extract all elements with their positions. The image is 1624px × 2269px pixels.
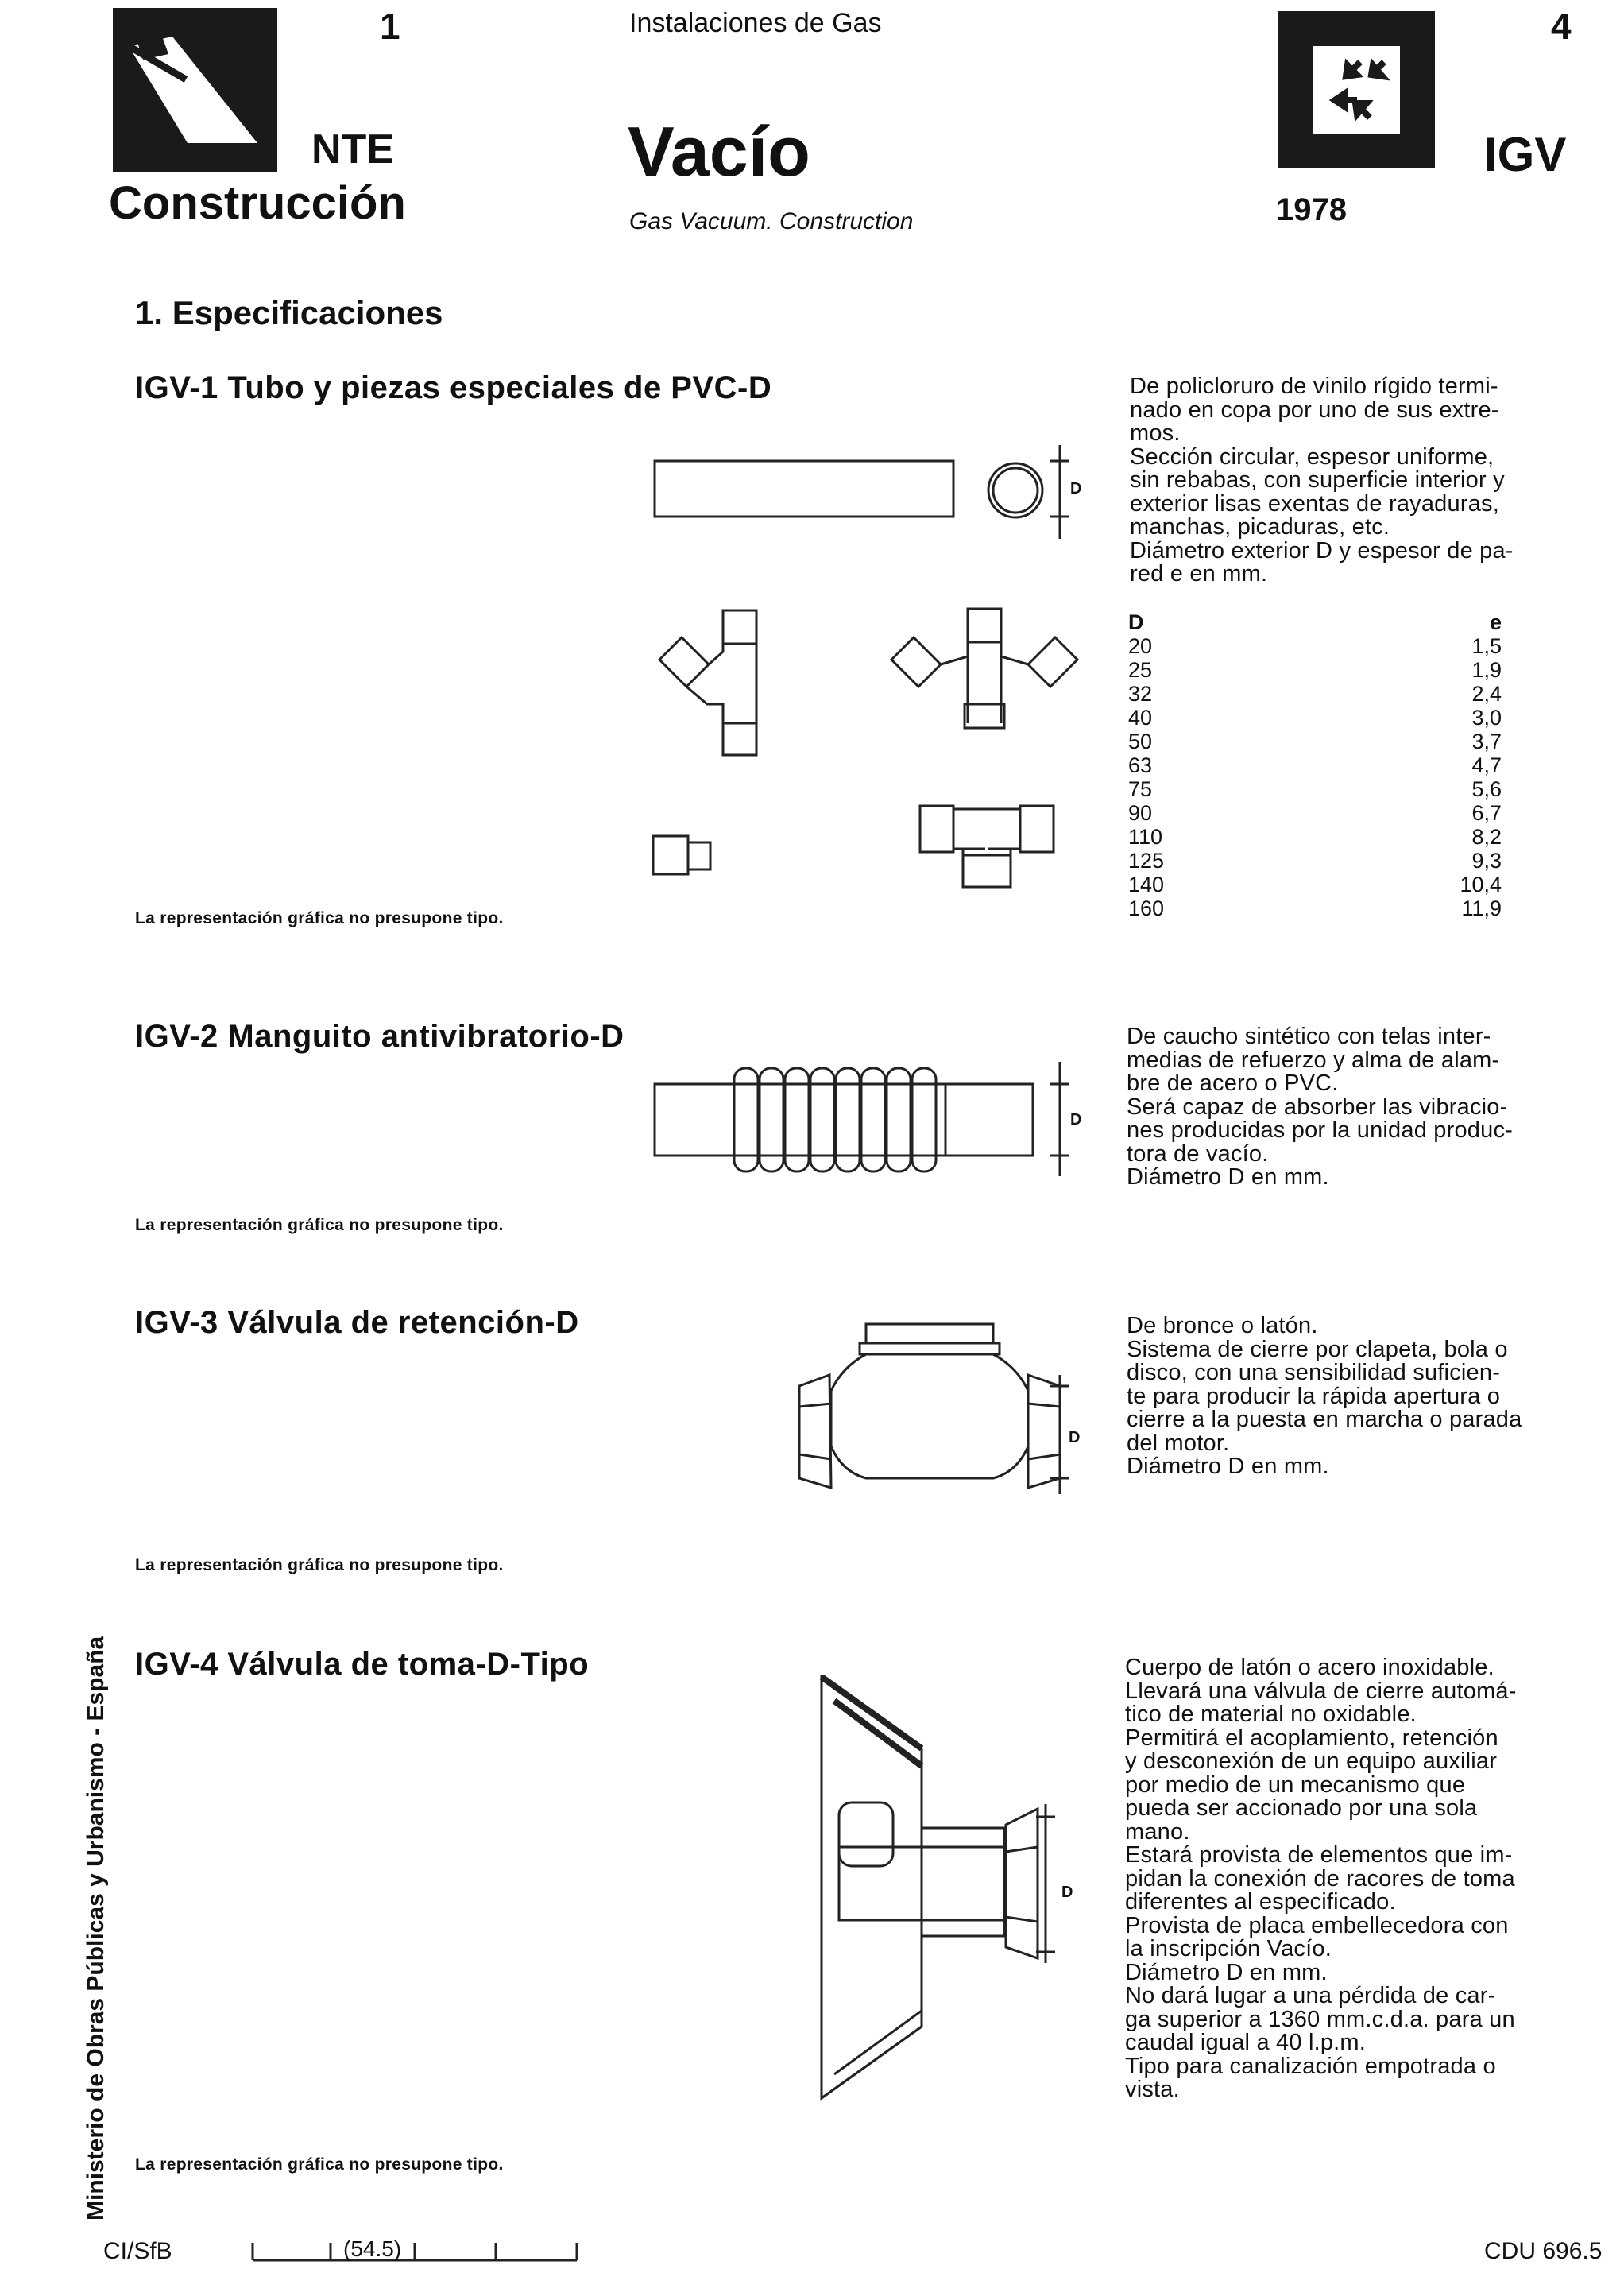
page-left-number: 1 xyxy=(380,6,400,47)
page-subtitle: Gas Vacuum. Construction xyxy=(629,208,914,234)
item-description-igv1: De policloruro de vinilo rígido termi- nado en copa por uno de sus extre- mos. Sección circular, espesor uniforme, sin rebabas, con superficie interior y exterior lisas exentas de rayaduras, manchas, picaduras, etc. Diámetro exterior D y espesor de pa- red e en mm. xyxy=(1130,374,1514,587)
table-row: 110 8,2 xyxy=(1128,825,1502,849)
pvc-pipe-drawing xyxy=(636,421,1081,866)
igv-logo xyxy=(1278,11,1435,168)
table-row: 50 3,7 xyxy=(1128,730,1502,753)
item-title-igv3: IGV-3 Válvula de retención-D xyxy=(135,1305,579,1340)
dimension-table xyxy=(1128,610,1502,920)
item-title-igv1: IGV-1 Tubo y piezas especiales de PVC-D xyxy=(135,370,772,405)
table-row: 32 2,4 xyxy=(1128,682,1502,706)
nte-logo xyxy=(113,8,277,172)
cisfb-code-box xyxy=(251,2235,578,2262)
code-igv: IGV xyxy=(1484,128,1567,181)
page-title: Vacío xyxy=(628,112,810,191)
brand-construction: Construcción xyxy=(109,177,406,229)
check-valve-drawing xyxy=(787,1319,1088,1502)
table-row: 40 3,0 xyxy=(1128,706,1502,730)
table-row: 160 11,9 xyxy=(1128,896,1502,920)
item-description-igv2: De caucho sintético con telas inter- medias de refuerzo y alma de alam- bre de acero o PVC. Será capaz de absorber las vibracio- nes producidas por la unidad produc- tora de vacío. Diámetro D en mm. xyxy=(1127,1024,1514,1190)
antivibration-sleeve-drawing xyxy=(636,1057,1081,1176)
item-description-igv4: Cuerpo de latón o acero inoxidable. Llevará una válvula de cierre automá- tico de material no oxidable. Permitirá el acoplamiento, retención y desconexión de un equipo auxiliar por medio de un mecanismo que pueda ser accionado por una sola mano. Estará provista de elementos que im- pidan la conexión de racores de toma diferentes al especificado. Provista de placa embellecedora con la inscripción Vacío. Diámetro D en mm. No dará lugar a una pérdida de car- ga superior a 1360 mm.c.d.a. para un caudal igual a 40 l.p.m. Tipo para canalización empotrada o vista. xyxy=(1125,1655,1517,2102)
dim-label-igv2: D xyxy=(1070,1111,1082,1129)
category-label: Instalaciones de Gas xyxy=(629,8,882,38)
year: 1978 xyxy=(1276,192,1347,227)
table-row: 63 4,7 xyxy=(1128,753,1502,777)
item-note-igv4: La representación gráfica no presupone tipo. xyxy=(135,2155,504,2174)
item-note-igv1: La representación gráfica no presupone tipo. xyxy=(135,909,504,927)
item-title-igv4: IGV-4 Válvula de toma-D-Tipo xyxy=(135,1647,590,1682)
cisfb-code: (54.5) xyxy=(343,2236,402,2261)
converging-arrows-icon xyxy=(1278,11,1435,168)
section-heading: 1. Especificaciones xyxy=(135,294,443,331)
brand-nte: NTE xyxy=(311,126,394,172)
table-header: D e xyxy=(1128,610,1502,634)
table-row: 25 1,9 xyxy=(1128,658,1502,682)
table-row: 75 5,6 xyxy=(1128,777,1502,801)
item-title-igv2: IGV-2 Manguito antivibratorio-D xyxy=(135,1019,624,1054)
trowel-icon xyxy=(113,8,277,172)
table-row: 90 6,7 xyxy=(1128,801,1502,825)
table-row: 20 1,5 xyxy=(1128,634,1502,658)
cisfb-boxes xyxy=(251,2235,578,2262)
dim-label-igv1: D xyxy=(1070,480,1082,498)
cisfb-label: CI/SfB xyxy=(103,2238,172,2264)
item-description-igv3: De bronce o latón. Sistema de cierre por clapeta, bola o disco, con una sensibilidad suficien- te para producir la rápida apertura o cierre a la puesta en marcha o parada del motor. Diámetro D en mm. xyxy=(1127,1313,1522,1479)
dim-label-igv3: D xyxy=(1069,1429,1081,1446)
table-row: 125 9,3 xyxy=(1128,849,1502,873)
cdu-label: CDU 696.5 xyxy=(1484,2238,1603,2264)
table-row: 140 10,4 xyxy=(1128,873,1502,896)
dim-label-igv4: D xyxy=(1061,1884,1073,1901)
item-note-igv3: La representación gráfica no presupone tipo. xyxy=(135,1556,504,1574)
page-right-number: 4 xyxy=(1551,6,1572,47)
item-note-igv2: La representación gráfica no presupone tipo. xyxy=(135,1216,504,1234)
ministry-sidebar-text: Ministerio de Obras Públicas y Urbanismo - España xyxy=(83,1636,109,2221)
